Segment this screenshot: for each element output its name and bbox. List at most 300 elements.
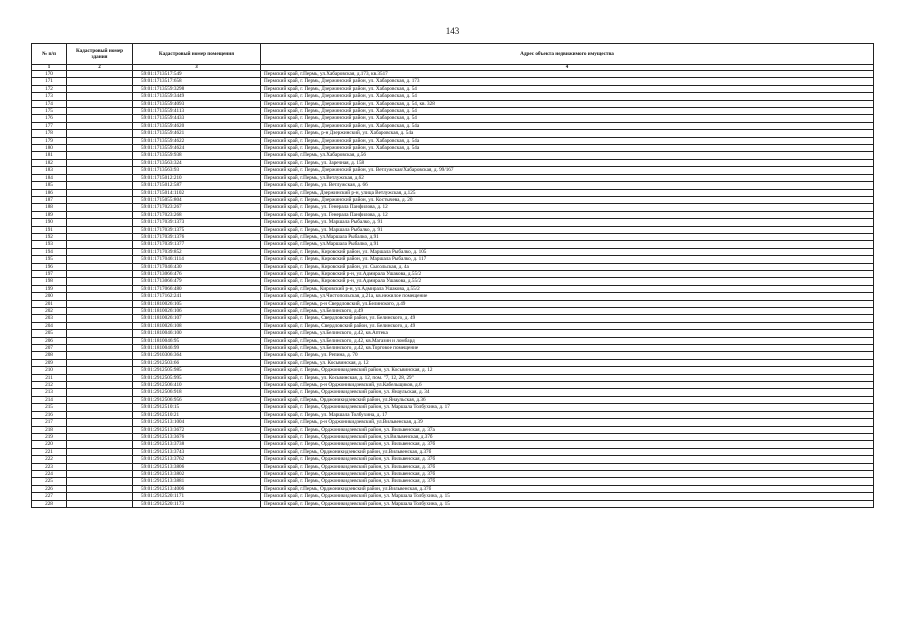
table-row (32, 441, 874, 448)
table-row (32, 433, 874, 440)
row-number: 222 (32, 456, 67, 463)
row-number: 180 (32, 145, 67, 152)
table-row (32, 219, 874, 226)
room-cadastral-cell: 59:01:1810046:99 (133, 345, 261, 352)
table-row (32, 211, 874, 218)
row-number: 202 (32, 308, 67, 315)
row-number: 177 (32, 122, 67, 129)
table-row (32, 189, 874, 196)
room-cadastral-cell: 59:01:2912505:995 (133, 374, 261, 381)
building-cadastral-cell (67, 337, 133, 344)
building-cadastral-cell (67, 248, 133, 255)
address-cell: Пермский край, г. Пермь, Дзержинский район, ул. Хабаровская, д. 54а (261, 122, 874, 129)
address-cell: Пермский край, г. Пермь, Дзержинский район, ул. Хабаровская, д. 54, кв. 328 (261, 100, 874, 107)
room-cadastral-cell: 59:01:2912513:3802 (133, 470, 261, 477)
row-number: 215 (32, 404, 67, 411)
row-number: 217 (32, 419, 67, 426)
row-number: 190 (32, 219, 67, 226)
building-cadastral-cell (67, 285, 133, 292)
address-cell: Пермский край, г.Пермь, Орджоникидзевский район, ул.Вильвенская, д.37б (261, 485, 874, 492)
room-cadastral-cell: 59:01:2912520:1173 (133, 500, 261, 507)
room-cadastral-cell: 59:01:1717046:1114 (133, 256, 261, 263)
table-row (32, 500, 874, 507)
table-body (32, 71, 874, 508)
room-cadastral-cell: 59:01:2912520:1171 (133, 493, 261, 500)
table-row (32, 145, 874, 152)
table-row (32, 293, 874, 300)
row-number: 211 (32, 374, 67, 381)
address-cell: Пермский край, г.Пермь, ул.Маршала Рыбалко, д.91 (261, 241, 874, 248)
row-number: 188 (32, 204, 67, 211)
row-number: 186 (32, 189, 67, 196)
building-cadastral-cell (67, 189, 133, 196)
table-row (32, 241, 874, 248)
address-cell: Пермский край, г. Пермь, ул. Маршала Толбухина, д. 17 (261, 411, 874, 418)
column-number: 1 (32, 65, 67, 71)
room-cadastral-cell: 59:01:1717023:268 (133, 211, 261, 218)
address-cell: Пермский край, г. Пермь, Дзержинский район, ул. Хабаровская, д. 54а (261, 137, 874, 144)
building-cadastral-cell (67, 315, 133, 322)
row-number: 221 (32, 448, 67, 455)
address-cell: Пермский край, г.Пермь, ул.Белинского, д.42, кв.Аптека (261, 330, 874, 337)
building-cadastral-cell (67, 182, 133, 189)
room-cadastral-cell: 59:01:1713517:658 (133, 78, 261, 85)
building-cadastral-cell (67, 278, 133, 285)
building-cadastral-cell (67, 456, 133, 463)
table-row (32, 93, 874, 100)
building-cadastral-cell (67, 448, 133, 455)
address-cell: Пермский край, г. Пермь, Орджоникидзевский район, ул. Вильвенская, д. 37б (261, 456, 874, 463)
building-cadastral-cell (67, 293, 133, 300)
room-cadastral-cell: 59:01:2912513:3743 (133, 448, 261, 455)
room-cadastral-cell: 59:01:2912513:3676 (133, 433, 261, 440)
room-cadastral-cell: 59:01:1715012:587 (133, 182, 261, 189)
row-number: 174 (32, 100, 67, 107)
table-row (32, 470, 874, 477)
address-cell: Пермский край, г. Пермь, Кировский р-н, ул.Адмирала Ушакова, д.55/2 (261, 278, 874, 285)
header-address: Адрес объекта недвижимого имущества (261, 44, 874, 65)
building-cadastral-cell (67, 330, 133, 337)
table-header-row (32, 44, 874, 65)
table-row (32, 426, 874, 433)
building-cadastral-cell (67, 493, 133, 500)
room-cadastral-cell: 59:01:1713559:4620 (133, 122, 261, 129)
address-cell: Пермский край, г. Пермь, Кировский район, ул. Сысольская, д. 4а (261, 263, 874, 270)
address-cell: Пермский край, г. Пермь, Орджоникидзевский район, ул. Янаульская, д. 34 (261, 389, 874, 396)
row-number: 227 (32, 493, 67, 500)
address-cell: Пермский край, г. Пермь, Орджоникидзевский район, ул. Маршала Толбухина, д. 15 (261, 500, 874, 507)
address-cell: Пермский край, г.Пермь, ул.Маршала Рыбалко, д.91 (261, 233, 874, 240)
building-cadastral-cell (67, 130, 133, 137)
building-cadastral-cell (67, 256, 133, 263)
building-cadastral-cell (67, 322, 133, 329)
address-cell: Пермский край, г. Пермь, ул. Генерала Панфилова, д. 12 (261, 204, 874, 211)
address-cell: Пермский край, г. Пермь, ул. Генерала Панфилова, д. 12 (261, 211, 874, 218)
address-cell: Пермский край, г. Пермь, Дзержинский район, ул. Костычева, д. 20 (261, 196, 874, 203)
table-row (32, 248, 874, 255)
room-cadastral-cell: 59:01:1715014:1102 (133, 189, 261, 196)
address-cell: Пермский край, г. Пермь, Дзержинский район, ул. Хабаровская, д. 173 (261, 78, 874, 85)
building-cadastral-cell (67, 382, 133, 389)
address-cell: Пермский край, г. Пермь, Дзержинский район, ул. Хабаровская, д. 54 (261, 115, 874, 122)
building-cadastral-cell (67, 470, 133, 477)
room-cadastral-cell: 59:01:1717046:430 (133, 263, 261, 270)
building-cadastral-cell (67, 115, 133, 122)
address-cell: Пермский край, г.Пермь, ул.Ветлужская, д.62 (261, 174, 874, 181)
building-cadastral-cell (67, 241, 133, 248)
address-cell: Пермский край, г. Пермь, Дзержинский район, ул. Хабаровская, д. 54а (261, 145, 874, 152)
building-cadastral-cell (67, 219, 133, 226)
room-cadastral-cell: 59:01:1713559:4113 (133, 108, 261, 115)
building-cadastral-cell (67, 463, 133, 470)
address-cell: Пермский край, г. Пермь, Дзержинский район, ул. Хабаровская, д. 54 (261, 93, 874, 100)
header-building-cadastral: Кадастровый номер здания (67, 44, 133, 65)
table-row (32, 308, 874, 315)
table-row (32, 352, 874, 359)
row-number: 219 (32, 433, 67, 440)
table-row (32, 345, 874, 352)
room-cadastral-cell: 59:01:1717023:267 (133, 204, 261, 211)
row-number: 213 (32, 389, 67, 396)
address-cell: Пермский край, г.Пермь, Дзержинский р-н, улица Ветлужская, д.125 (261, 189, 874, 196)
address-cell: Пермский край, г.Пермь, ул.Чистопольская, д.21а, кв.нежилое помещение (261, 293, 874, 300)
room-cadastral-cell: 59:01:2912513:3738 (133, 441, 261, 448)
row-number: 204 (32, 322, 67, 329)
room-cadastral-cell: 59:01:2912506:410 (133, 382, 261, 389)
table-row (32, 85, 874, 92)
address-cell: Пермский край, г.Пермь, ул.Белинского, д.49 (261, 308, 874, 315)
table-row (32, 152, 874, 159)
address-cell: Пермский край, г. Пермь, Дзержинский район, ул. Хабаровская, д. 54 (261, 108, 874, 115)
row-number: 185 (32, 182, 67, 189)
room-cadastral-cell: 59:01:1713559:4621 (133, 130, 261, 137)
table-row (32, 233, 874, 240)
address-cell: Пермский край, г. Пермь, Дзержинский район, ул. Ветлужская/Хабаровская, д. 99/167 (261, 167, 874, 174)
building-cadastral-cell (67, 100, 133, 107)
room-cadastral-cell: 59:01:1713559:4433 (133, 115, 261, 122)
header-room-cadastral: Кадастровый номер помещения (133, 44, 261, 65)
room-cadastral-cell: 59:01:2912506:956 (133, 396, 261, 403)
building-cadastral-cell (67, 211, 133, 218)
address-cell: Пермский край, г. Пермь, Свердловский район, ул. Белинского, д. 49 (261, 322, 874, 329)
address-cell: Пермский край, г.Пермь, ул.Хабаровская, д.173, кв.3517 (261, 71, 874, 78)
table-row (32, 478, 874, 485)
table-row (32, 411, 874, 418)
row-number: 197 (32, 270, 67, 277)
column-number: 3 (133, 65, 261, 71)
room-cadastral-cell: 59:01:1810046:95 (133, 337, 261, 344)
address-cell: Пермский край, г. Пермь, Орджоникидзевский район, ул. Вильвенская, д. 37б (261, 470, 874, 477)
row-number: 184 (32, 174, 67, 181)
address-cell: Пермский край, г. Пермь, Орджоникидзевский район, ул. Вильвенская, д. 37б (261, 478, 874, 485)
table-row (32, 485, 874, 492)
building-cadastral-cell (67, 270, 133, 277)
table-row (32, 315, 874, 322)
room-cadastral-cell: 59:01:2912513:3881 (133, 478, 261, 485)
room-cadastral-cell: 59:01:1717039:1376 (133, 233, 261, 240)
row-number: 218 (32, 426, 67, 433)
address-cell: Пермский край, г. Пермь, Орджоникидзевский район, ул.Вильвенская, д.37б (261, 433, 874, 440)
room-cadastral-cell: 59:01:1713563:324 (133, 159, 261, 166)
building-cadastral-cell (67, 300, 133, 307)
row-number: 220 (32, 441, 67, 448)
table-row (32, 174, 874, 181)
address-cell: Пермский край, г. Пермь, ул. Ветлужская, д. 66 (261, 182, 874, 189)
room-cadastral-cell: 59:01:1713559:4624 (133, 145, 261, 152)
building-cadastral-cell (67, 122, 133, 129)
address-cell: Пермский край, г. Пермь, Орджоникидзевский район, ул. Вильвенская, д. 37б (261, 441, 874, 448)
table-row (32, 263, 874, 270)
room-cadastral-cell: 59:01:2912513:3762 (133, 456, 261, 463)
building-cadastral-cell (67, 159, 133, 166)
building-cadastral-cell (67, 233, 133, 240)
row-number: 191 (32, 226, 67, 233)
room-cadastral-cell: 59:01:1713066:479 (133, 278, 261, 285)
building-cadastral-cell (67, 204, 133, 211)
row-number: 194 (32, 248, 67, 255)
address-cell: Пермский край, г. Пермь, ул. Репина, д. 70 (261, 352, 874, 359)
address-cell: Пермский край, г. Пермь, Кировский р-н, ул.Адмирала Ушакова, д.55/2 (261, 270, 874, 277)
row-number: 224 (32, 470, 67, 477)
table-row (32, 300, 874, 307)
table-row (32, 71, 874, 78)
room-cadastral-cell: 59:01:2912513:3672 (133, 426, 261, 433)
room-cadastral-cell: 59:01:1715055:804 (133, 196, 261, 203)
address-cell: Пермский край, г. Пермь, Орджоникидзевский район, ул. Косьвинская, д. 12 (261, 367, 874, 374)
room-cadastral-cell: 59:01:1717066:480 (133, 285, 261, 292)
room-cadastral-cell: 59:01:2912513:3806 (133, 463, 261, 470)
building-cadastral-cell (67, 352, 133, 359)
row-number: 193 (32, 241, 67, 248)
row-number: 228 (32, 500, 67, 507)
building-cadastral-cell (67, 308, 133, 315)
table-row (32, 337, 874, 344)
table-row (32, 196, 874, 203)
row-number: 192 (32, 233, 67, 240)
row-number: 187 (32, 196, 67, 203)
building-cadastral-cell (67, 419, 133, 426)
row-number: 171 (32, 78, 67, 85)
address-cell: Пермский край, г.Пермь, ул.Белинского, д.42, кв.Магазин и ломбард (261, 337, 874, 344)
room-cadastral-cell: 59:01:2912510:21 (133, 411, 261, 418)
table-row (32, 493, 874, 500)
room-cadastral-cell: 59:01:1717039:1377 (133, 241, 261, 248)
table-row (32, 448, 874, 455)
table-row (32, 419, 874, 426)
address-cell: Пермский край, г. Пермь, Свердловский район, ул. Белинского, д. 49 (261, 315, 874, 322)
table-row (32, 396, 874, 403)
address-cell: Пермский край, г. Пермь, р-н Дзержинский, ул. Хабаровская, д. 54а (261, 130, 874, 137)
table-row (32, 137, 874, 144)
table-row (32, 374, 874, 381)
address-cell: Пермский край, г.Пермь, р-н Орджоникидзевский, ул.Вильвенская, д.39 (261, 419, 874, 426)
address-cell: Пермский край, г.Пермь, р-н Орджоникидзевский, ул.Кабельщиков, д.6 (261, 382, 874, 389)
room-cadastral-cell: 59:01:2912510:15 (133, 404, 261, 411)
building-cadastral-cell (67, 196, 133, 203)
room-cadastral-cell: 59:01:1717039:852 (133, 248, 261, 255)
table-row (32, 367, 874, 374)
building-cadastral-cell (67, 485, 133, 492)
building-cadastral-cell (67, 263, 133, 270)
table-row (32, 167, 874, 174)
table-row (32, 463, 874, 470)
building-cadastral-cell (67, 426, 133, 433)
building-cadastral-cell (67, 93, 133, 100)
table-row (32, 278, 874, 285)
row-number: 172 (32, 85, 67, 92)
table-row (32, 285, 874, 292)
address-cell: Пермский край, г.Пермь, ул.Белинского, д.42, кв.Торговое помещение (261, 345, 874, 352)
row-number: 195 (32, 256, 67, 263)
room-cadastral-cell: 59:01:1810026:106 (133, 308, 261, 315)
row-number: 216 (32, 411, 67, 418)
building-cadastral-cell (67, 389, 133, 396)
table-row (32, 226, 874, 233)
row-number: 205 (32, 330, 67, 337)
room-cadastral-cell: 59:01:1713559:4093 (133, 100, 261, 107)
room-cadastral-cell: 59:01:2912505:985 (133, 367, 261, 374)
page-number: 143 (445, 26, 460, 36)
building-cadastral-cell (67, 411, 133, 418)
table-row (32, 456, 874, 463)
address-cell: Пермский край, г. Пермь, ул. Косьвинская, д. 12, пом. "7, 12, 28, 29" (261, 374, 874, 381)
address-cell: Пермский край, г. Пермь, Кировский район, ул. Маршала Рыбалко, д. 117 (261, 256, 874, 263)
row-number: 206 (32, 337, 67, 344)
table-row (32, 359, 874, 366)
building-cadastral-cell (67, 78, 133, 85)
building-cadastral-cell (67, 345, 133, 352)
room-cadastral-cell: 59:01:2912513:1004 (133, 419, 261, 426)
building-cadastral-cell (67, 226, 133, 233)
address-cell: Пермский край, г.Пермь, Орджоникидзевский район, ул.Янаульская, д.36 (261, 396, 874, 403)
room-cadastral-cell: 59:01:2912506:918 (133, 389, 261, 396)
building-cadastral-cell (67, 167, 133, 174)
row-number: 223 (32, 463, 67, 470)
row-number: 208 (32, 352, 67, 359)
row-number: 170 (32, 71, 67, 78)
table-row (32, 115, 874, 122)
table-row (32, 382, 874, 389)
address-cell: Пермский край, г. Пермь, Орджоникидзевский район, ул. Маршала Толбухина, д. 17 (261, 404, 874, 411)
address-cell: Пермский край, г.Пермь, ул.Хабаровская, д.56 (261, 152, 874, 159)
row-number: 179 (32, 137, 67, 144)
room-cadastral-cell: 59:01:1717162:241 (133, 293, 261, 300)
row-number: 210 (32, 367, 67, 374)
address-cell: Пермский край, г. Пермь, Орджоникидзевский район, ул. Маршала Толбухина, д. 15 (261, 493, 874, 500)
address-cell: Пермский край, г. Пермь, ул. Маршала Рыбалко, д. 91 (261, 226, 874, 233)
building-cadastral-cell (67, 404, 133, 411)
row-number: 203 (32, 315, 67, 322)
address-cell: Пермский край, г. Пермь, Орджоникидзевский район, ул. Вильвенская, д. 37б (261, 463, 874, 470)
building-cadastral-cell (67, 174, 133, 181)
row-number: 201 (32, 300, 67, 307)
row-number: 225 (32, 478, 67, 485)
row-number: 209 (32, 359, 67, 366)
building-cadastral-cell (67, 500, 133, 507)
header-num: № п/п (32, 44, 67, 65)
row-number: 173 (32, 93, 67, 100)
address-cell: Пермский край, г. Пермь, Дзержинский район, ул. Хабаровская, д. 54 (261, 85, 874, 92)
column-number: 4 (261, 65, 874, 71)
row-number: 182 (32, 159, 67, 166)
room-cadastral-cell: 59:01:1713559:3449 (133, 93, 261, 100)
row-number: 199 (32, 285, 67, 292)
room-cadastral-cell: 59:01:1717039:1375 (133, 226, 261, 233)
table-row (32, 204, 874, 211)
room-cadastral-cell: 59:01:1810046:100 (133, 330, 261, 337)
table-row (32, 404, 874, 411)
building-cadastral-cell (67, 152, 133, 159)
row-number: 212 (32, 382, 67, 389)
building-cadastral-cell (67, 108, 133, 115)
table-row (32, 330, 874, 337)
room-cadastral-cell: 59:01:2912503:66 (133, 359, 261, 366)
room-cadastral-cell: 59:01:1713517:549 (133, 71, 261, 78)
address-cell: Пермский край, г.Пермь, Орджоникидзевский район, ул.Вильвенская, д.37б (261, 448, 874, 455)
table-row (32, 270, 874, 277)
room-cadastral-cell: 59:01:1717039:1373 (133, 219, 261, 226)
room-cadastral-cell: 59:01:1713559:3298 (133, 85, 261, 92)
room-cadastral-cell: 59:01:1810026:107 (133, 315, 261, 322)
room-cadastral-cell: 59:01:2912513:4006 (133, 485, 261, 492)
building-cadastral-cell (67, 71, 133, 78)
table-row (32, 130, 874, 137)
address-cell: Пермский край, г.Пермь, ул. Косьвинская, д. 12 (261, 359, 874, 366)
building-cadastral-cell (67, 145, 133, 152)
address-cell: Пермский край, г.Пермь, р-н Свердловский, ул.Белинского, д.49 (261, 300, 874, 307)
table-row (32, 122, 874, 129)
room-cadastral-cell: 59:01:1713066:476 (133, 270, 261, 277)
column-number: 2 (67, 65, 133, 71)
room-cadastral-cell: 59:01:1713559:4622 (133, 137, 261, 144)
row-number: 178 (32, 130, 67, 137)
table-row (32, 78, 874, 85)
address-cell: Пермский край, г. Пермь, ул. Заречная, д. 158 (261, 159, 874, 166)
table-row (32, 108, 874, 115)
row-number: 207 (32, 345, 67, 352)
row-number: 175 (32, 108, 67, 115)
table-row (32, 182, 874, 189)
building-cadastral-cell (67, 478, 133, 485)
row-number: 196 (32, 263, 67, 270)
room-cadastral-cell: 59:01:1810026:108 (133, 322, 261, 329)
building-cadastral-cell (67, 396, 133, 403)
address-cell: Пермский край, г. Пермь, ул. Маршала Рыбалко, д. 91 (261, 219, 874, 226)
address-cell: Пермский край, г.Пермь, Кировский р-н, ул.Адмирала Ушакова, д.55/2 (261, 285, 874, 292)
table-row (32, 159, 874, 166)
room-cadastral-cell: 59:01:2910306:364 (133, 352, 261, 359)
row-number: 181 (32, 152, 67, 159)
room-cadastral-cell: 59:01:1713563:93 (133, 167, 261, 174)
table-row (32, 100, 874, 107)
room-cadastral-cell: 59:01:1713559:938 (133, 152, 261, 159)
table-row (32, 389, 874, 396)
row-number: 198 (32, 278, 67, 285)
table-row (32, 322, 874, 329)
building-cadastral-cell (67, 374, 133, 381)
building-cadastral-cell (67, 433, 133, 440)
building-cadastral-cell (67, 359, 133, 366)
building-cadastral-cell (67, 85, 133, 92)
address-cell: Пермский край, г. Пермь, Орджоникидзевский район, ул. Вильвенская, д. 37а (261, 426, 874, 433)
room-cadastral-cell: 59:01:1810026:105 (133, 300, 261, 307)
building-cadastral-cell (67, 441, 133, 448)
row-number: 176 (32, 115, 67, 122)
building-cadastral-cell (67, 137, 133, 144)
row-number: 200 (32, 293, 67, 300)
row-number: 189 (32, 211, 67, 218)
address-cell: Пермский край, г. Пермь, Кировский район, ул. Маршала Рыбалко, д. 105 (261, 248, 874, 255)
